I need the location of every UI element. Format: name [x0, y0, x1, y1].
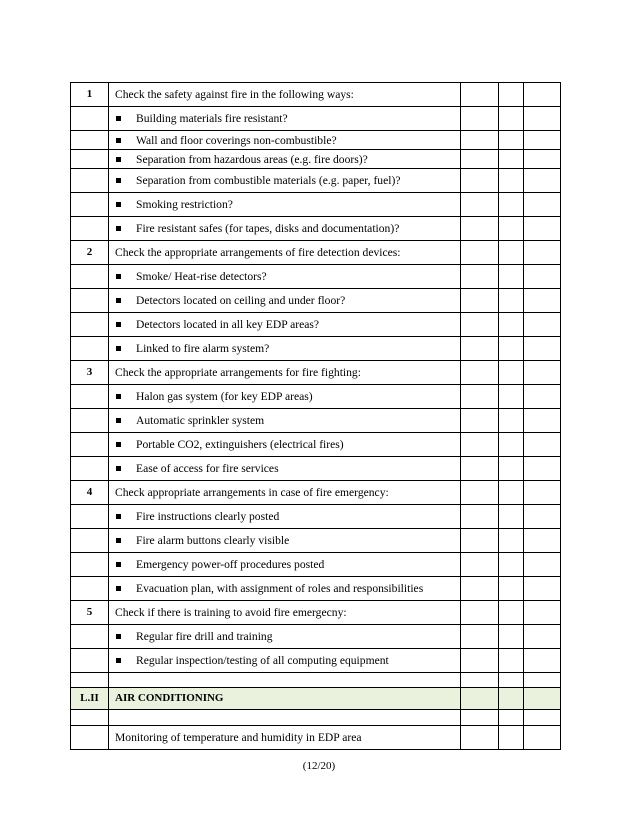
row-number-empty [71, 553, 109, 577]
row-number-empty [71, 289, 109, 313]
checklist-row-item [71, 107, 561, 131]
check-cell-1[interactable] [461, 433, 499, 457]
row-number-empty [71, 529, 109, 553]
section-cell-3 [524, 688, 561, 710]
check-cell-1[interactable] [461, 457, 499, 481]
checklist-row-blank [71, 710, 561, 726]
check-cell-3[interactable] [524, 553, 561, 577]
square-bullet-icon [116, 418, 121, 423]
row-number-empty [71, 710, 109, 726]
check-cell-3[interactable] [524, 385, 561, 409]
blank-cell [109, 710, 461, 726]
section-number: L.II [71, 688, 109, 710]
item-cell [109, 553, 461, 577]
checklist-row-item [71, 625, 561, 649]
checklist-row-item [71, 385, 561, 409]
checklist-row-item [71, 313, 561, 337]
check-cell-2[interactable] [499, 673, 524, 688]
item-text: Ease of access for fire services [136, 462, 279, 475]
check-cell-1[interactable] [461, 577, 499, 601]
item-text: Linked to fire alarm system? [136, 342, 270, 355]
item-cell [109, 150, 461, 169]
checklist-table [70, 82, 561, 750]
row-number-empty [71, 131, 109, 150]
row-number-empty [71, 649, 109, 673]
check-cell-2[interactable] [499, 409, 524, 433]
check-cell-1[interactable] [461, 289, 499, 313]
check-cell-1[interactable] [461, 553, 499, 577]
check-cell-3[interactable] [524, 241, 561, 265]
check-cell-2[interactable] [499, 553, 524, 577]
checklist-row-item [71, 169, 561, 193]
row-heading-text: Check appropriate arrangements in case of fire emergency: [109, 481, 461, 505]
row-number-empty [71, 726, 109, 750]
square-bullet-icon [116, 658, 121, 663]
row-number-empty [71, 673, 109, 688]
check-cell-1[interactable] [461, 673, 499, 688]
check-cell-3[interactable] [524, 289, 561, 313]
check-cell-3[interactable] [524, 433, 561, 457]
check-cell-2[interactable] [499, 265, 524, 289]
check-cell-2[interactable] [499, 361, 524, 385]
checklist-row-item [71, 265, 561, 289]
check-cell-3[interactable] [524, 577, 561, 601]
row-number-empty [71, 409, 109, 433]
check-cell-3[interactable] [524, 265, 561, 289]
item-text: Detectors located in all key EDP areas? [136, 318, 320, 331]
section-cell-2 [499, 688, 524, 710]
square-bullet-icon [116, 274, 121, 279]
check-cell-2[interactable] [499, 83, 524, 107]
check-cell-1[interactable] [461, 385, 499, 409]
checklist-row-item [71, 131, 561, 150]
item-cell [109, 409, 461, 433]
check-cell-1[interactable] [461, 710, 499, 726]
section-cell-1 [461, 688, 499, 710]
checklist-row-heading [71, 601, 561, 625]
check-cell-1[interactable] [461, 409, 499, 433]
item-cell [109, 265, 461, 289]
check-cell-3[interactable] [524, 169, 561, 193]
item-text: Portable CO2, extinguishers (electrical fires) [136, 438, 344, 451]
item-cell [109, 289, 461, 313]
check-cell-2[interactable] [499, 481, 524, 505]
check-cell-1[interactable] [461, 625, 499, 649]
check-cell-1[interactable] [461, 241, 499, 265]
check-cell-1[interactable] [461, 313, 499, 337]
row-heading-text: Check the appropriate arrangements of fire detection devices: [109, 241, 461, 265]
check-cell-3[interactable] [524, 726, 561, 750]
check-cell-3[interactable] [524, 625, 561, 649]
check-cell-2[interactable] [499, 625, 524, 649]
checklist-row-item [71, 529, 561, 553]
checklist-row-plain [71, 726, 561, 750]
check-cell-2[interactable] [499, 337, 524, 361]
check-cell-1[interactable] [461, 217, 499, 241]
check-cell-3[interactable] [524, 505, 561, 529]
row-number-empty [71, 169, 109, 193]
item-text: Separation from combustible materials (e.g. paper, fuel)? [136, 174, 401, 187]
square-bullet-icon [116, 634, 121, 639]
item-text: Building materials fire resistant? [136, 112, 288, 125]
item-cell [109, 457, 461, 481]
item-text: Evacuation plan, with assignment of roles and responsibilities [136, 582, 424, 595]
check-cell-2[interactable] [499, 313, 524, 337]
check-cell-2[interactable] [499, 529, 524, 553]
check-cell-2[interactable] [499, 385, 524, 409]
check-cell-2[interactable] [499, 107, 524, 131]
check-cell-2[interactable] [499, 150, 524, 169]
checklist-row-item [71, 457, 561, 481]
row-number-empty [71, 217, 109, 241]
checklist-row-item [71, 553, 561, 577]
row-number-empty [71, 385, 109, 409]
item-text: Wall and floor coverings non-combustible? [136, 133, 337, 147]
checklist-row-blank [71, 673, 561, 688]
row-number: 1 [71, 83, 109, 107]
item-text: Halon gas system (for key EDP areas) [136, 390, 313, 403]
row-number: 5 [71, 601, 109, 625]
checklist-row-section [71, 688, 561, 710]
check-cell-3[interactable] [524, 649, 561, 673]
square-bullet-icon [116, 178, 121, 183]
item-text: Smoke/ Heat-rise detectors? [136, 270, 267, 283]
row-number: 2 [71, 241, 109, 265]
item-cell [109, 169, 461, 193]
row-number-empty [71, 457, 109, 481]
check-cell-1[interactable] [461, 726, 499, 750]
square-bullet-icon [116, 538, 121, 543]
item-cell [109, 107, 461, 131]
checklist-row-item [71, 337, 561, 361]
item-cell [109, 529, 461, 553]
row-number-empty [71, 433, 109, 457]
item-text: Automatic sprinkler system [136, 414, 265, 427]
checklist-row-item [71, 217, 561, 241]
square-bullet-icon [116, 586, 121, 591]
item-text: Regular inspection/testing of all computing equipment [136, 654, 389, 667]
checklist-row-item [71, 577, 561, 601]
row-number-empty [71, 265, 109, 289]
item-text: Fire instructions clearly posted [136, 510, 280, 523]
item-text: Emergency power-off procedures posted [136, 558, 325, 571]
square-bullet-icon [116, 466, 121, 471]
check-cell-2[interactable] [499, 710, 524, 726]
check-cell-2[interactable] [499, 131, 524, 150]
checklist-row-heading [71, 481, 561, 505]
item-text: Detectors located on ceiling and under floor? [136, 294, 346, 307]
checklist-row-heading [71, 241, 561, 265]
check-cell-2[interactable] [499, 193, 524, 217]
page-number: (12/20) [302, 760, 336, 772]
check-cell-3[interactable] [524, 529, 561, 553]
check-cell-1[interactable] [461, 649, 499, 673]
row-heading-text: Check if there is training to avoid fire emergecny: [109, 601, 461, 625]
item-cell [109, 337, 461, 361]
row-heading-text: Check the safety against fire in the following ways: [109, 83, 461, 107]
item-cell [109, 433, 461, 457]
square-bullet-icon [116, 442, 121, 447]
row-plain-text: Monitoring of temperature and humidity in EDP area [109, 726, 461, 750]
square-bullet-icon [116, 322, 121, 327]
item-text: Fire alarm buttons clearly visible [136, 534, 290, 547]
checklist-body [71, 83, 561, 750]
check-cell-3[interactable] [524, 457, 561, 481]
check-cell-1[interactable] [461, 107, 499, 131]
check-cell-2[interactable] [499, 169, 524, 193]
check-cell-2[interactable] [499, 726, 524, 750]
check-cell-3[interactable] [524, 673, 561, 688]
item-cell [109, 193, 461, 217]
item-cell [109, 577, 461, 601]
square-bullet-icon [116, 346, 121, 351]
check-cell-2[interactable] [499, 433, 524, 457]
checklist-row-item [71, 433, 561, 457]
checklist-row-item [71, 289, 561, 313]
check-cell-2[interactable] [499, 217, 524, 241]
item-cell [109, 131, 461, 150]
square-bullet-icon [116, 202, 121, 207]
check-cell-3[interactable] [524, 409, 561, 433]
item-text: Separation from hazardous areas (e.g. fire doors)? [136, 152, 368, 166]
check-cell-2[interactable] [499, 649, 524, 673]
check-cell-3[interactable] [524, 361, 561, 385]
square-bullet-icon [116, 157, 121, 162]
row-number-empty [71, 577, 109, 601]
row-number-empty [71, 313, 109, 337]
square-bullet-icon [116, 514, 121, 519]
check-cell-1[interactable] [461, 481, 499, 505]
row-number: 3 [71, 361, 109, 385]
check-cell-1[interactable] [461, 193, 499, 217]
item-cell [109, 625, 461, 649]
check-cell-2[interactable] [499, 457, 524, 481]
row-number-empty [71, 107, 109, 131]
blank-cell [109, 673, 461, 688]
check-cell-3[interactable] [524, 193, 561, 217]
square-bullet-icon [116, 226, 121, 231]
check-cell-1[interactable] [461, 505, 499, 529]
checklist-row-item [71, 649, 561, 673]
checklist-row-heading [71, 361, 561, 385]
check-cell-1[interactable] [461, 337, 499, 361]
check-cell-1[interactable] [461, 150, 499, 169]
check-cell-3[interactable] [524, 131, 561, 150]
check-cell-3[interactable] [524, 481, 561, 505]
item-text: Regular fire drill and training [136, 630, 273, 643]
check-cell-1[interactable] [461, 361, 499, 385]
square-bullet-icon [116, 394, 121, 399]
row-heading-text: Check the appropriate arrangements for fire fighting: [109, 361, 461, 385]
item-cell [109, 505, 461, 529]
check-cell-3[interactable] [524, 710, 561, 726]
check-cell-3[interactable] [524, 107, 561, 131]
check-cell-3[interactable] [524, 601, 561, 625]
check-cell-1[interactable] [461, 601, 499, 625]
check-cell-2[interactable] [499, 577, 524, 601]
item-cell [109, 385, 461, 409]
check-cell-1[interactable] [461, 265, 499, 289]
row-number: 4 [71, 481, 109, 505]
check-cell-3[interactable] [524, 337, 561, 361]
check-cell-3[interactable] [524, 313, 561, 337]
checklist-row-item [71, 193, 561, 217]
item-cell [109, 649, 461, 673]
check-cell-1[interactable] [461, 131, 499, 150]
item-cell [109, 313, 461, 337]
item-text: Smoking restriction? [136, 198, 233, 211]
check-cell-3[interactable] [524, 150, 561, 169]
check-cell-1[interactable] [461, 83, 499, 107]
square-bullet-icon [116, 298, 121, 303]
check-cell-2[interactable] [499, 601, 524, 625]
check-cell-2[interactable] [499, 505, 524, 529]
item-cell [109, 217, 461, 241]
checklist-row-item [71, 505, 561, 529]
check-cell-1[interactable] [461, 169, 499, 193]
row-number-empty [71, 505, 109, 529]
row-number-empty [71, 150, 109, 169]
square-bullet-icon [116, 562, 121, 567]
section-title: AIR CONDITIONING [109, 688, 461, 710]
row-number-empty [71, 337, 109, 361]
check-cell-2[interactable] [499, 289, 524, 313]
row-number-empty [71, 625, 109, 649]
checklist-row-heading [71, 83, 561, 107]
checklist-row-item [71, 409, 561, 433]
check-cell-1[interactable] [461, 529, 499, 553]
check-cell-3[interactable] [524, 83, 561, 107]
item-text: Fire resistant safes (for tapes, disks and documentation)? [136, 222, 400, 235]
check-cell-3[interactable] [524, 217, 561, 241]
check-cell-2[interactable] [499, 241, 524, 265]
checklist-row-item [71, 150, 561, 169]
square-bullet-icon [116, 138, 121, 143]
row-number-empty [71, 193, 109, 217]
square-bullet-icon [116, 116, 121, 121]
